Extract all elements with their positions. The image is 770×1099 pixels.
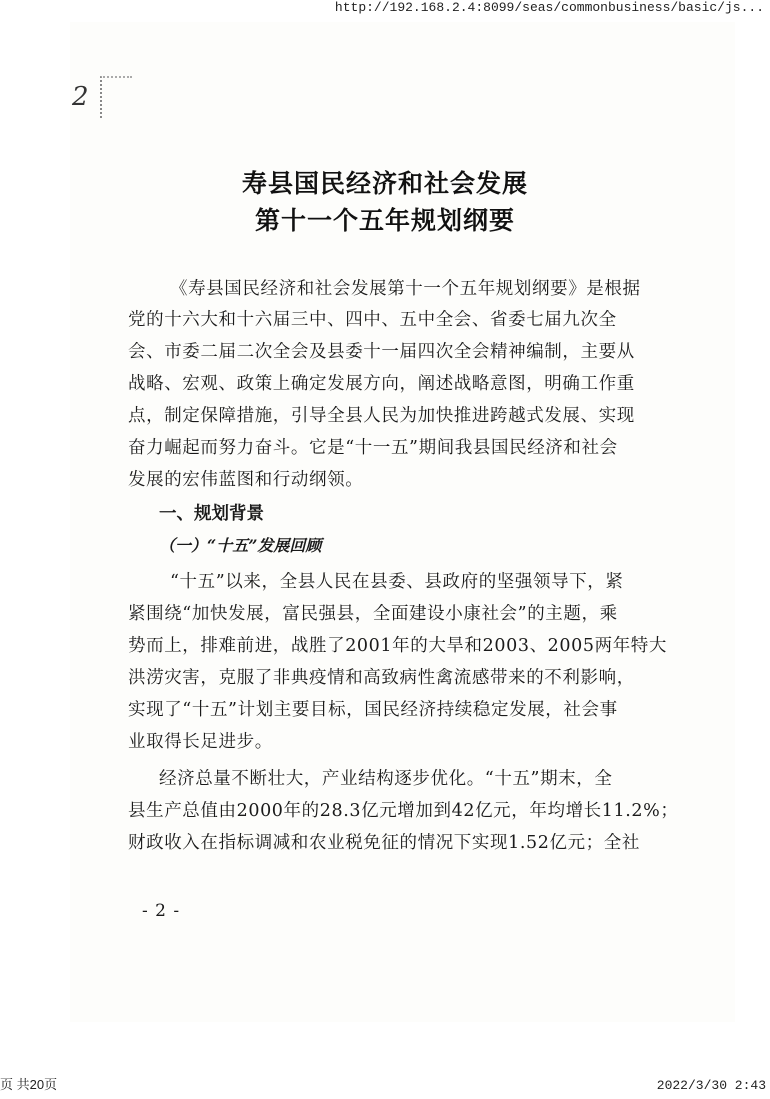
- section-heading: 一、规划背景: [159, 504, 264, 524]
- intro-line: 《寿县国民经济和社会发展第十一个五年规划纲要》是根据: [170, 279, 641, 299]
- body-line: 洪涝灾害，克服了非典疫情和高致病性禽流感带来的不利影响，: [128, 668, 635, 688]
- intro-line: 战略、宏观、政策上确定发展方向，阐述战略意图，明确工作重: [128, 374, 635, 394]
- print-footer-datetime: 2022/3/30 2:43: [656, 1078, 766, 1093]
- subsection-heading: （一）“十五”发展回顾: [159, 536, 322, 555]
- body-line: 经济总量不断壮大，产业结构逐步优化。“十五”期末，全: [159, 769, 613, 789]
- body-line: 紧围绕“加快发展，富民强县，全面建设小康社会”的主题，乘: [128, 604, 618, 624]
- scan-artifact: [100, 76, 132, 118]
- print-footer-page-info: 页 共20页: [0, 1077, 58, 1092]
- page-number: - 2 -: [142, 901, 181, 921]
- intro-line: 奋力崛起而努力奋斗。它是“十一五”期间我县国民经济和社会: [128, 438, 618, 458]
- print-header-url: http://192.168.2.4:8099/seas/commonbusiness/basic/js...: [334, 0, 764, 15]
- body-line: “十五”以来，全县人民在县委、县政府的坚强领导下，紧: [170, 572, 624, 592]
- body-line: 实现了“十五”计划主要目标，国民经济持续稳定发展，社会事: [128, 700, 618, 720]
- body-line: 财政收入在指标调减和农业税免征的情况下实现1.52亿元；全社: [128, 833, 640, 853]
- handwritten-page-mark: 2: [72, 82, 89, 112]
- body-line: 县生产总值由2000年的28.3亿元增加到42亿元，年均增长11.2%；: [128, 801, 679, 821]
- intro-line: 点，制定保障措施，引导全县人民为加快推进跨越式发展、实现: [128, 406, 635, 426]
- intro-line: 党的十六大和十六届三中、四中、五中全会、省委七届九次全: [128, 310, 617, 330]
- body-line: 势而上，排难前进，战胜了2001年的大旱和2003、2005两年特大: [128, 636, 668, 656]
- intro-line: 会、市委二届二次全会及县委十一届四次全会精神编制，主要从: [128, 342, 635, 362]
- document-title-line2: 第十一个五年规划纲要: [254, 206, 515, 235]
- document-title-line1: 寿县国民经济和社会发展: [241, 169, 528, 198]
- intro-line: 发展的宏伟蓝图和行动纲领。: [128, 470, 364, 490]
- body-line: 业取得长足进步。: [128, 732, 273, 752]
